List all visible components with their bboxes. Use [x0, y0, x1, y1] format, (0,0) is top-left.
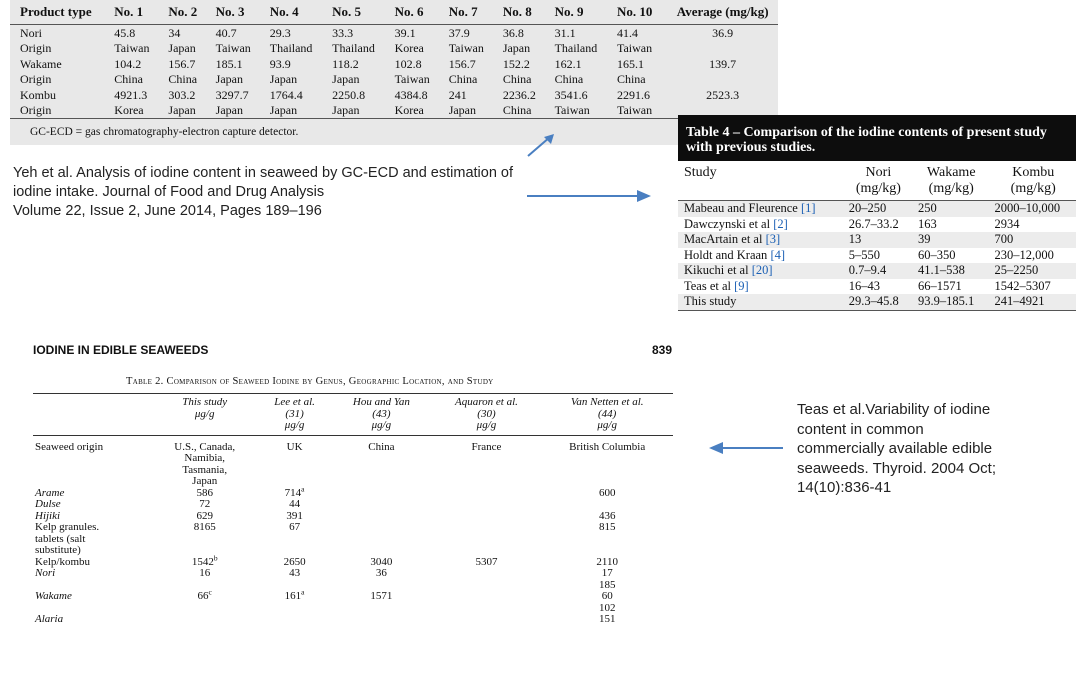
yeh-table-header-cell: No. 10 — [616, 4, 653, 19]
yeh-table-header-cell: No. 1 — [114, 4, 144, 19]
yeh-table-cell: 93.9 — [269, 56, 291, 71]
table4-header-row — [678, 161, 1076, 201]
yeh-table-cell: China — [502, 72, 532, 87]
table2-cell — [331, 591, 431, 614]
teas-citation-line: seaweeds. Thyroid. 2004 Oct; — [797, 459, 996, 477]
table4-ref-link: [20] — [751, 263, 773, 278]
table2-value: 391 — [286, 509, 303, 522]
yeh-table-cell: 36.9 — [712, 25, 734, 40]
teas-citation-line: content in common — [797, 420, 924, 438]
table4-nori-cell: 0.7–9.4 — [848, 263, 887, 278]
table2-col-ref: (30) — [477, 407, 496, 420]
yeh-table-cell: China — [448, 72, 478, 87]
table4-wakame-cell: 66–1571 — [917, 278, 962, 293]
table4-nori-cell: 20–250 — [848, 201, 887, 216]
yeh-table-row — [10, 56, 778, 72]
table2-header-cell — [151, 394, 257, 436]
table2-col-ref: (31) — [285, 407, 304, 420]
yeh-table-cell: Wakame — [20, 56, 62, 71]
table4-ref-link: [4] — [770, 247, 786, 262]
table2-row-label: Nori — [35, 567, 56, 579]
table2-header-cell — [541, 394, 673, 436]
table4-row — [678, 263, 1076, 279]
table2-value: 1571 — [370, 590, 393, 602]
yeh-table-cell: 303.2 — [168, 87, 196, 102]
table4-row — [678, 279, 1076, 295]
yeh-table-cell: 139.7 — [709, 56, 737, 71]
yeh-table-header-cell: No. 2 — [168, 4, 198, 19]
yeh-table-cell: 3541.6 — [554, 87, 588, 102]
yeh-table-header-cell: No. 3 — [215, 4, 245, 19]
table2-header-cell — [258, 394, 331, 436]
table2-header-cell — [33, 394, 151, 436]
yeh-citation — [13, 164, 573, 221]
yeh-table-header-cell: No. 7 — [448, 4, 478, 19]
table2-row — [33, 511, 673, 523]
yeh-table-cell: Taiwan — [394, 72, 430, 87]
table2-col-name: Hou and Yan — [352, 396, 410, 408]
yeh-table-cell: 185.1 — [215, 56, 243, 71]
table2-header-row — [33, 394, 673, 436]
yeh-table-header-cell: No. 8 — [502, 4, 532, 19]
table4-row — [678, 217, 1076, 233]
table2-value: 586 — [196, 486, 213, 499]
table2-row — [33, 499, 673, 511]
table2-row — [33, 522, 673, 557]
yeh-table-panel — [10, 0, 778, 145]
table2-footnote-mark: b — [213, 552, 218, 562]
table4-header-cell — [912, 161, 989, 201]
yeh-table-row — [10, 41, 778, 57]
table2-col-name: Lee et al. — [274, 396, 315, 408]
table4-study-name: Teas et al — [684, 278, 732, 293]
yeh-table-cell: Japan — [269, 72, 298, 87]
table2-cell — [331, 511, 431, 523]
yeh-citation-line: Yeh et al. Analysis of iodine content in seaweed by GC-ECD and estimation of — [13, 165, 514, 181]
yeh-table-cell: 2250.8 — [332, 87, 366, 102]
table2-cell — [331, 614, 431, 626]
table2-panel — [33, 393, 673, 626]
yeh-table-cell: Korea — [394, 41, 424, 56]
table2-cell — [432, 499, 542, 511]
yeh-table-cell: 3297.7 — [215, 87, 249, 102]
arrow-right-icon — [527, 188, 652, 204]
table4-kombu-cell: 230–12,000 — [994, 247, 1054, 262]
table2-value: 17 185 — [598, 567, 616, 591]
table2-value: 44 — [289, 498, 301, 510]
yeh-table-header-cell: Product type — [20, 4, 92, 19]
yeh-table-row — [10, 87, 778, 103]
table2-col-name: Van Netten et al. — [570, 396, 644, 408]
yeh-table-cell: 36.8 — [502, 25, 524, 40]
table2-value: 714 — [284, 486, 302, 499]
table2-cell — [432, 488, 542, 500]
yeh-table-cell: 4921.3 — [114, 87, 148, 102]
table4-wakame-cell: 39 — [917, 232, 931, 247]
arrow-left-icon — [708, 440, 783, 456]
table4-header-cell — [988, 161, 1076, 201]
teas-citation — [797, 400, 1057, 498]
table4-ref-link: [9] — [734, 278, 749, 293]
table2-row-label: Arame — [35, 486, 65, 499]
yeh-table-cell: 156.7 — [168, 56, 196, 71]
yeh-table-cell: 40.7 — [215, 25, 237, 40]
yeh-table-cell: Thailand — [269, 41, 313, 56]
table2-row-label: Alaria — [35, 613, 64, 625]
table4-kombu-cell: 2000–10,000 — [994, 201, 1061, 216]
table2-cell — [541, 522, 673, 557]
table4-study-name: Kikuchi et al — [684, 263, 749, 278]
table2-cell — [151, 568, 257, 591]
table4-wakame-cell: 163 — [917, 216, 937, 231]
yeh-table-cell: 45.8 — [114, 25, 136, 40]
yeh-table-row — [10, 25, 778, 41]
table2-row-label: Wakame — [35, 590, 72, 602]
table4-header-cell — [843, 161, 912, 201]
table2-body — [33, 435, 673, 626]
table2-cell — [151, 587, 257, 614]
table4-body — [678, 201, 1076, 311]
table4-wakame-cell: 41.1–538 — [917, 263, 965, 278]
yeh-table-cell: Taiwan — [448, 41, 484, 56]
table2-value: 2110 — [596, 555, 618, 568]
teas-citation-line: 14(10):836-41 — [797, 479, 892, 496]
yeh-table-cell: Korea — [114, 103, 144, 118]
table2-value: 2650 — [283, 555, 306, 568]
table2-cell — [432, 522, 542, 557]
yeh-table-cell: Taiwan — [616, 41, 653, 56]
yeh-table-cell: 2291.6 — [616, 87, 650, 102]
table4-study-name: This study — [684, 294, 737, 309]
yeh-table-cell: Japan — [502, 41, 531, 56]
table2-value: 16 — [199, 567, 211, 579]
yeh-table-cell: Japan — [215, 72, 243, 87]
table2-col-unit: μg/g — [371, 419, 392, 431]
yeh-table-cell: 104.2 — [114, 56, 142, 71]
yeh-table-cell: Japan — [332, 72, 360, 87]
table4-row — [678, 248, 1076, 264]
yeh-table-cell: Taiwan — [114, 41, 150, 56]
yeh-table-cell: Thailand — [332, 41, 375, 56]
table4-kombu-cell: 2934 — [994, 216, 1020, 231]
table2-col-name: Aquaron et al. — [455, 396, 518, 408]
table2-col-unit: μg/g — [284, 419, 305, 431]
yeh-table-cell: 39.1 — [394, 25, 416, 40]
yeh-table-cell: Origin — [20, 103, 52, 118]
table2-cell — [258, 522, 331, 557]
table4-header-name: Nori — [865, 165, 892, 180]
table4-header-name: Kombu — [1012, 165, 1055, 180]
table2-value: 60 102 — [598, 590, 616, 614]
table2-footnote-mark: c — [208, 587, 212, 597]
table2-value: 5307 — [475, 555, 498, 568]
table2-origin-row — [33, 435, 673, 488]
yeh-table-cell: Japan — [215, 103, 243, 118]
table2-value: 36 — [375, 567, 387, 579]
yeh-table-cell: 41.4 — [616, 25, 638, 40]
table2-value: 600 — [598, 486, 616, 499]
arrow-up-right-icon — [526, 132, 556, 158]
yeh-table-cell: 152.2 — [502, 56, 530, 71]
yeh-table-cell: 2236.2 — [502, 87, 536, 102]
table2-col-unit: μg/g — [476, 419, 497, 431]
yeh-table-cell: Japan — [168, 41, 196, 56]
table2-footnote-mark: a — [301, 483, 305, 493]
yeh-table-cell: 118.2 — [332, 56, 359, 71]
table2-col-name: This study — [182, 396, 228, 408]
table2 — [33, 393, 673, 626]
table2-origin-cell: China — [368, 440, 395, 453]
yeh-table-cell: 1764.4 — [269, 87, 303, 102]
yeh-table-cell: Thailand — [554, 41, 598, 56]
table2-row-label: Dulse — [35, 498, 61, 510]
yeh-table-cell: Taiwan — [215, 41, 251, 56]
table4-study-name: Dawczynski et al — [684, 216, 771, 231]
table4-study-cell — [678, 217, 843, 233]
table2-cell — [151, 614, 257, 626]
table2-origin-cell: France — [471, 440, 502, 453]
table4-header-cell — [678, 161, 843, 201]
table2-cell — [151, 522, 257, 557]
table2-cell — [258, 587, 331, 614]
yeh-table-cell: 102.8 — [394, 56, 422, 71]
table2-row — [33, 591, 673, 614]
table2-value: 1542 — [191, 555, 214, 568]
table2-origin-cell: British Columbia — [569, 440, 646, 453]
table2-row-label: Hijiki — [35, 509, 61, 522]
table2-cell — [541, 488, 673, 500]
table4-row — [678, 201, 1076, 217]
yeh-table-header-row — [10, 0, 778, 25]
yeh-table-cell: Origin — [20, 72, 52, 87]
yeh-table-cell: 29.3 — [269, 25, 291, 40]
table2-origin-cell: U.S., Canada, Namibia, Tasmania, Japan — [174, 440, 236, 487]
table2-col-ref: (43) — [372, 407, 391, 420]
table4-kombu-cell: 1542–5307 — [994, 278, 1051, 293]
table4-study-name: MacArtain et al — [684, 232, 763, 247]
yeh-citation-line: iodine intake. Journal of Food and Drug Analysis — [13, 184, 325, 200]
table4-kombu-cell: 241–4921 — [994, 294, 1045, 309]
yeh-table-header-cell: No. 9 — [554, 4, 584, 19]
yeh-table-header-cell: Average (mg/kg) — [676, 4, 769, 19]
table4-ref-link: [3] — [765, 232, 781, 247]
table4 — [678, 161, 1076, 311]
yeh-table-cell: 33.3 — [332, 25, 354, 40]
table2-cell — [258, 614, 331, 626]
table4-title: Table 4 – Comparison of the iodine contents of present study with previous studies. — [678, 115, 1076, 161]
table4-wakame-cell: 60–350 — [917, 247, 956, 262]
yeh-table-cell: Kombu — [20, 87, 56, 102]
table4-row — [678, 232, 1076, 248]
yeh-table-cell: 165.1 — [616, 56, 644, 71]
table4-ref-link: [1] — [800, 201, 816, 216]
table4-study-name: Holdt and Kraan — [684, 247, 768, 262]
yeh-table-cell: Japan — [269, 103, 298, 118]
yeh-table-body — [10, 25, 778, 119]
table4-wakame-cell: 93.9–185.1 — [917, 294, 975, 309]
table2-col-unit: μg/g — [194, 407, 215, 420]
yeh-table-cell: China — [616, 72, 646, 87]
table2-value: 161 — [284, 590, 302, 602]
table2-header-cell — [432, 394, 542, 436]
table2-value: 629 — [196, 509, 213, 522]
running-head: IODINE IN EDIBLE SEAWEEDS — [33, 343, 209, 357]
table4-study-name: Mabeau and Fleurence — [684, 201, 798, 216]
table2-value: 8165 — [193, 521, 216, 533]
table4-header-name: Wakame — [926, 165, 976, 180]
yeh-iodine-table — [10, 0, 778, 119]
table2-header-cell — [331, 394, 431, 436]
table4-nori-cell: 26.7–33.2 — [848, 216, 899, 231]
yeh-table-header-cell: No. 6 — [394, 4, 424, 19]
table2-row — [33, 488, 673, 500]
table2-row — [33, 614, 673, 626]
yeh-table-cell: Japan — [332, 103, 360, 118]
yeh-table-cell: Taiwan — [616, 103, 653, 118]
yeh-table-cell: 31.1 — [554, 25, 576, 40]
table2-row-label: Kelp granules. tablets (salt substitute) — [35, 521, 100, 556]
table2-value: 3040 — [370, 555, 393, 568]
table4-row — [678, 294, 1076, 310]
yeh-table-cell: Japan — [168, 103, 196, 118]
table4-panel — [678, 115, 1076, 311]
table4-study-cell — [678, 294, 843, 310]
yeh-table-cell: Origin — [20, 41, 52, 56]
yeh-table-cell: 37.9 — [448, 25, 470, 40]
yeh-table-cell: China — [502, 103, 532, 118]
table2-row — [33, 568, 673, 591]
yeh-table-header-cell: No. 5 — [332, 4, 362, 19]
table2-caption: Table 2. Comparison of Seaweed Iodine by Genus, Geographic Location, and Study — [126, 376, 494, 387]
yeh-table-cell: Japan — [448, 103, 477, 118]
yeh-table-row — [10, 72, 778, 88]
yeh-table-cell: 162.1 — [554, 56, 582, 71]
table2-value: 72 — [199, 498, 211, 510]
table2-value: 815 — [598, 521, 616, 533]
teas-citation-line: commercially available edible — [797, 440, 993, 457]
table4-nori-cell: 16–43 — [848, 278, 881, 293]
yeh-table-cell — [661, 72, 778, 88]
yeh-table-cell: 241 — [448, 87, 467, 102]
table2-footnote-mark: a — [301, 587, 305, 597]
table2-value: 67 — [289, 521, 301, 533]
table2-cell — [541, 568, 673, 591]
table4-study-cell — [678, 248, 843, 264]
table4-nori-cell: 13 — [848, 232, 862, 247]
table2-value: 66 — [197, 590, 209, 602]
yeh-table-cell: 34 — [168, 25, 181, 40]
yeh-table-cell: Korea — [394, 103, 424, 118]
table2-value: 43 — [289, 567, 301, 579]
yeh-table-cell: 156.7 — [448, 56, 476, 71]
table2-row-label: Seaweed origin — [35, 440, 104, 453]
table4-header-unit: (mg/kg) — [855, 181, 901, 196]
table2-cell — [432, 591, 542, 614]
table2-row — [33, 557, 673, 569]
table4-nori-cell: 5–550 — [848, 247, 881, 262]
yeh-citation-line: Volume 22, Issue 2, June 2014, Pages 189–196 — [13, 203, 322, 219]
table4-header-name: Study — [684, 165, 717, 180]
table2-col-ref: (44) — [598, 407, 617, 420]
table4-wakame-cell: 250 — [917, 201, 937, 216]
table4-kombu-cell: 700 — [994, 232, 1014, 247]
yeh-table-row — [10, 103, 778, 119]
table2-cell — [331, 568, 431, 591]
table2-cell — [541, 591, 673, 614]
yeh-table-footnote: GC-ECD = gas chromatography-electron capture detector. — [30, 126, 299, 138]
table2-cell — [258, 568, 331, 591]
table4-ref-link: [2] — [773, 216, 788, 231]
table2-value: 436 — [598, 509, 616, 522]
yeh-table-cell: Nori — [20, 25, 42, 40]
table4-study-cell — [678, 201, 843, 217]
table4-header-unit: (mg/kg) — [1010, 181, 1056, 196]
yeh-table-cell: China — [554, 72, 584, 87]
yeh-table-cell: China — [114, 72, 143, 87]
table2-cell — [432, 557, 542, 569]
yeh-table-cell: Taiwan — [554, 103, 590, 118]
yeh-table-header-cell: No. 4 — [269, 4, 299, 19]
table2-cell — [432, 511, 542, 523]
yeh-table-cell — [661, 41, 778, 57]
table4-study-cell — [678, 232, 843, 248]
yeh-table-cell: China — [168, 72, 198, 87]
teas-citation-line: Teas et al.Variability of iodine — [797, 401, 991, 418]
table2-cell — [331, 499, 431, 511]
table2-origin-cell: UK — [286, 440, 303, 453]
yeh-table-cell: 2523.3 — [706, 87, 740, 102]
table2-cell — [331, 522, 431, 557]
yeh-table-cell: 4384.8 — [394, 87, 428, 102]
table2-cell — [432, 568, 542, 591]
table2-cell — [432, 614, 542, 626]
table4-nori-cell: 29.3–45.8 — [848, 294, 899, 309]
table2-cell — [541, 614, 673, 626]
table2-value: 151 — [598, 613, 616, 625]
table4-study-cell — [678, 263, 843, 279]
page-number: 839 — [652, 343, 673, 357]
table4-header-unit: (mg/kg) — [928, 181, 974, 196]
table2-row-label: Kelp/kombu — [35, 555, 90, 568]
table2-cell — [331, 488, 431, 500]
table2-col-unit: μg/g — [597, 419, 617, 431]
table4-study-cell — [678, 279, 843, 295]
table4-kombu-cell: 25–2250 — [994, 263, 1039, 278]
